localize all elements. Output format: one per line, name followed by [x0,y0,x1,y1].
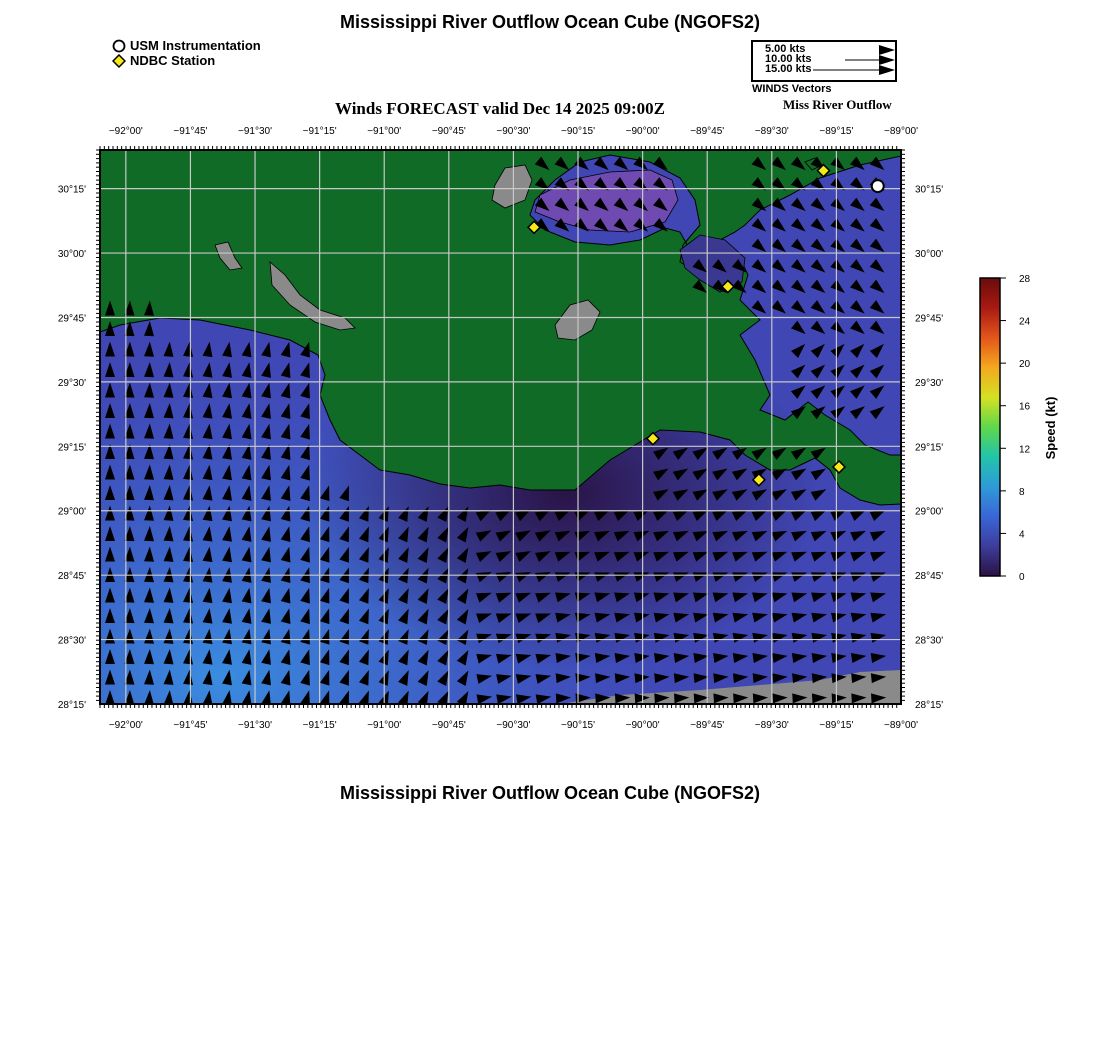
legend-ndbc-label: NDBC Station [130,53,216,68]
colorbar-ticks [1000,274,1031,583]
lon-tick-label-top: −90°45' [431,126,466,137]
lon-tick-label-bottom: −89°00' [884,720,918,731]
lon-tick-label-top: −91°00' [367,126,402,137]
lon-tick-label-bottom: −91°00' [367,720,402,731]
lat-tick-label-right: 30°00' [915,249,944,261]
lon-tick-label-bottom: −92°00' [108,720,143,731]
lat-tick-label-right: 28°30' [915,635,944,647]
lat-tick-label-left: 29°15' [57,442,86,454]
lat-tick-label-right: 30°15' [915,184,944,196]
lon-tick-label-bottom: −89°15' [819,720,854,731]
vector-key-10kts: 10.00 kts [765,53,812,65]
lon-tick-label-bottom: −91°15' [302,720,337,731]
lon-tick-label-top: −91°15' [302,126,337,137]
lat-tick-label-left: 30°00' [57,249,86,261]
colorbar-tick-label: 28 [1019,274,1031,285]
colorbar-label: Speed (kt) [1043,396,1058,460]
lon-tick-label-bottom: −90°30' [496,720,531,731]
lon-tick-label-top: −89°15' [819,126,854,137]
vector-key-15kts: 15.00 kts [765,63,812,75]
lat-tick-label-right: 29°30' [915,377,944,389]
colorbar-tick-label: 16 [1019,401,1031,413]
lon-tick-label-bottom: −90°45' [431,720,466,731]
lat-tick-label-left: 28°45' [57,571,86,583]
page-title: Mississippi River Outflow Ocean Cube (NGOFS2) [339,12,761,32]
lat-tick-label-left: 28°30' [57,635,86,647]
usm-station-marker [872,180,884,192]
lon-tick-label-top: −89°45' [690,126,725,137]
lat-tick-label-left: 30°15' [57,184,86,196]
colorbar-tick-label: 0 [1019,572,1025,583]
lon-tick-label-bottom: −89°30' [754,720,789,731]
vector-key-5kts: 5.00 kts [765,43,806,55]
lat-tick-label-left: 29°00' [57,506,86,518]
lat-tick-label-right: 28°45' [915,571,944,583]
lon-tick-label-bottom: −89°45' [690,720,725,731]
region-label: Miss River Outflow [783,97,892,112]
lon-tick-label-top: −90°30' [496,126,531,137]
legend-usm-label: USM Instrumentation [130,38,261,53]
colorbar-tick-label: 20 [1019,359,1031,371]
lon-tick-label-top: −90°00' [625,126,660,137]
lat-tick-label-right: 29°45' [915,313,944,325]
lon-tick-label-bottom: −90°00' [625,720,660,731]
lon-tick-label-bottom: −91°30' [238,720,273,731]
colorbar-tick-label: 4 [1019,529,1025,541]
lon-tick-label-top: −91°30' [238,126,273,137]
lon-tick-label-top: −92°00' [108,126,143,137]
vector-key-caption: WINDS Vectors [752,83,832,95]
lon-tick-label-top: −89°00' [884,126,918,137]
lat-tick-label-right: 28°15' [915,700,944,711]
colorbar-bar [980,278,1000,576]
lat-tick-label-left: 28°15' [57,700,86,711]
colorbar-tick-label: 24 [1019,316,1031,328]
colorbar [970,270,1090,590]
lat-tick-label-left: 29°45' [57,313,86,325]
lat-tick-label-right: 29°15' [915,442,944,454]
colorbar-tick-label: 8 [1019,486,1025,498]
lat-tick-label-left: 29°30' [57,377,86,389]
map-subtitle: Winds FORECAST valid Dec 14 2025 09:00Z [335,99,665,118]
bottom-title: Mississippi River Outflow Ocean Cube (NGOFS2) [339,783,761,803]
lon-tick-label-bottom: −91°45' [173,720,208,731]
lon-tick-label-bottom: −90°15' [561,720,596,731]
lon-tick-label-top: −90°15' [561,126,596,137]
lat-tick-label-right: 29°00' [915,506,944,518]
colorbar-tick-label: 12 [1019,444,1031,456]
lon-tick-label-top: −89°30' [754,126,789,137]
lon-tick-label-top: −91°45' [173,126,208,137]
